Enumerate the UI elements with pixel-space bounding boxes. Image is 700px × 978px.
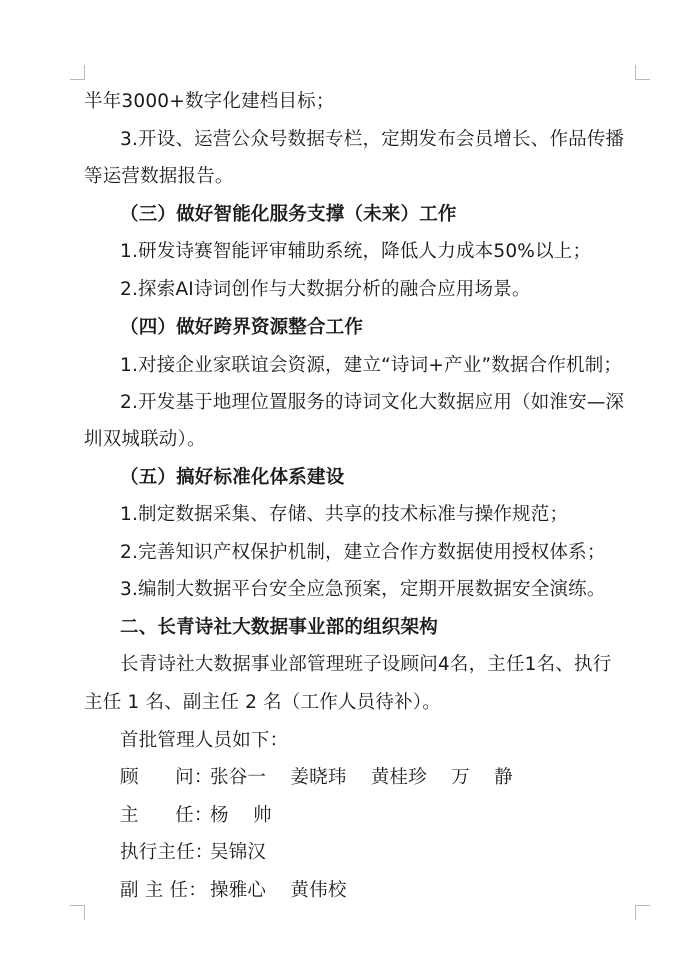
staff-names: 张谷一 姜晓玮 黄桂珍 万 静: [210, 767, 513, 788]
crop-mark-bottom-left: [70, 905, 85, 920]
staff-role: 顾 问：: [120, 767, 213, 788]
staff-row-director: [120, 804, 272, 828]
paragraph-line: 1.对接企业家联谊会资源，建立“诗词+产业”数据合作机制；: [120, 355, 623, 376]
crop-mark-bottom-right: [635, 905, 650, 920]
paragraph-line: 3.开设、运营公众号数据专栏，定期发布会员增长、作品传播: [120, 129, 625, 150]
staff-names: 吴锦汉: [210, 842, 267, 863]
paragraph-line: 半年3000+数字化建档目标；: [84, 91, 335, 112]
paragraph-line: 2.完善知识产权保护机制，建立合作方数据使用授权体系；: [120, 542, 606, 563]
staff-row-advisors: [120, 766, 513, 790]
paragraph-line: 圳双城联动）。: [84, 429, 206, 450]
section-heading-3: （三）做好智能化服务支撑（未来）工作: [120, 204, 457, 225]
crop-mark-top-right: [635, 65, 650, 80]
paragraph-line: 等运营数据报告。: [84, 166, 234, 187]
crop-mark-top-left: [70, 65, 85, 80]
section-heading-4: （四）做好跨界资源整合工作: [120, 317, 364, 338]
paragraph-line: 1.研发诗赛智能评审辅助系统，降低人力成本50%以上；: [120, 241, 592, 262]
staff-row-executive-director: [120, 841, 266, 865]
paragraph-line: 长青诗社大数据事业部管理班子设顾问4名，主任1名、执行: [120, 654, 612, 675]
section-heading-2: 二、长青诗社大数据事业部的组织架构: [120, 617, 438, 638]
paragraph-line: 1.制定数据采集、存储、共享的技术标准与操作规范；: [120, 504, 569, 525]
section-heading-5: （五）搞好标准化体系建设: [120, 467, 345, 488]
staff-role: 主 任：: [120, 805, 213, 826]
paragraph-line: 3.编制大数据平台安全应急预案，定期开展数据安全演练。: [120, 579, 606, 600]
paragraph-line: 主任 1 名、副主任 2 名（工作人员待补）。: [84, 692, 441, 713]
staff-role: 执行主任：: [120, 842, 214, 863]
paragraph-line: 2.开发基于地理位置服务的诗词文化大数据应用（如淮安—深: [120, 392, 625, 413]
paragraph-line: 2.探索AI诗词创作与大数据分析的融合应用场景。: [120, 279, 531, 300]
staff-role: 副 主 任：: [120, 880, 207, 901]
staff-row-deputy-directors: [120, 879, 347, 903]
staff-names: 操雅心 黄伟校: [210, 880, 347, 901]
paragraph-line: 首批管理人员如下：: [120, 730, 289, 751]
staff-names: 杨 帅: [210, 805, 272, 826]
